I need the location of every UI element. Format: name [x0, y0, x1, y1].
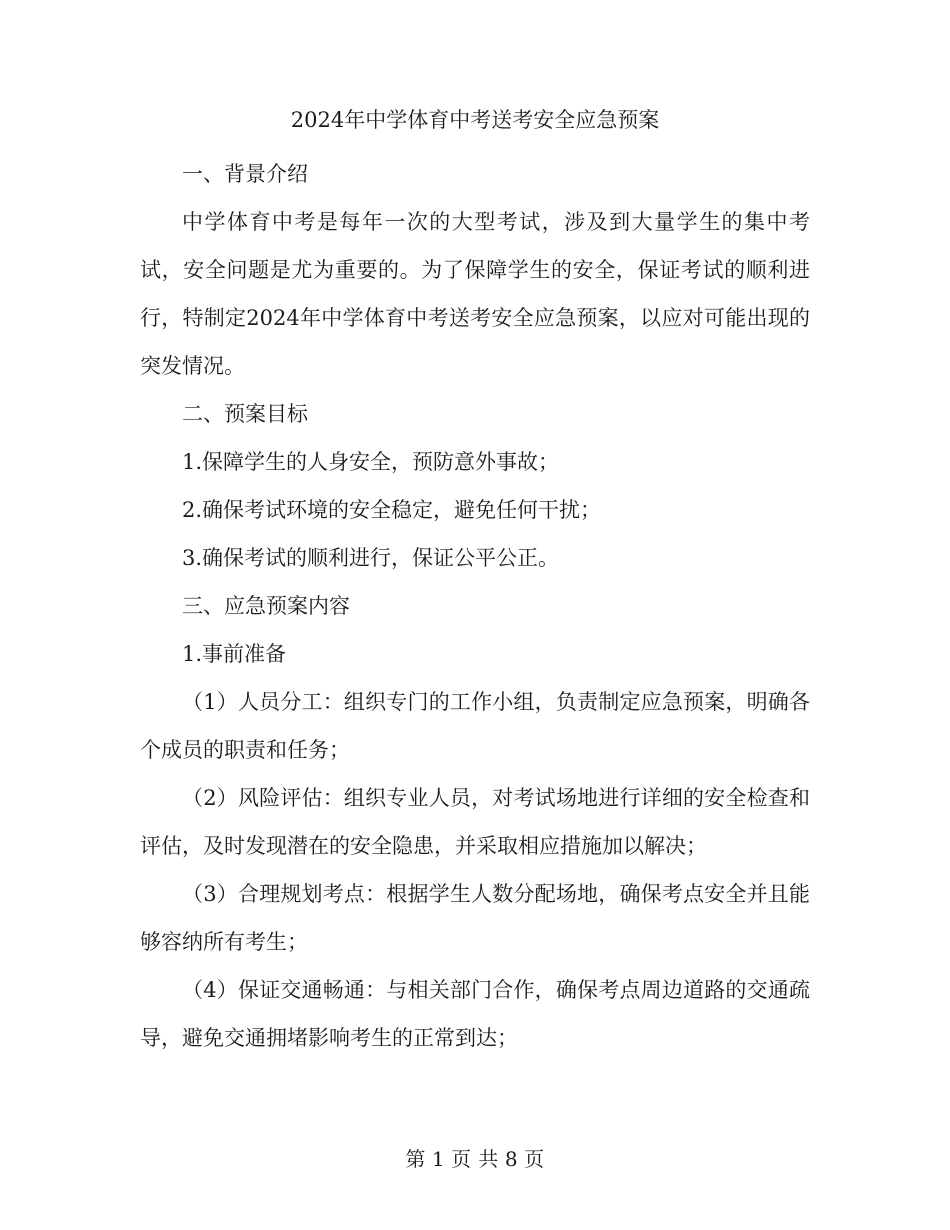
subsection-heading-preparation: 1.事前准备 — [182, 642, 287, 666]
page-label-mid: 页 共 — [451, 1147, 499, 1171]
preparation-item-1: （1）人员分工：组织专门的工作小组，负责制定应急预案，明确各个成员的职责和任务； — [140, 690, 810, 762]
section-heading-plan-content: 三、应急预案内容 — [182, 594, 350, 618]
current-page-number: 1 — [431, 1147, 446, 1171]
document-body — [140, 104, 810, 1062]
objective-item-2: 2.确保考试环境的安全稳定，避免任何干扰； — [182, 498, 602, 522]
objective-item-3: 3.确保考试的顺利进行，保证公平公正。 — [182, 546, 560, 570]
objective-item-1: 1.保障学生的人身安全，预防意外事故； — [182, 450, 560, 474]
background-paragraph: 中学体育中考是每年一次的大型考试，涉及到大量学生的集中考试，安全问题是尤为重要的。为了保障学生的安全，保证考试的顺利进行，特制定2024年中学体育中考送考安全应急预案，以应对可能出现的突发情况。 — [140, 210, 810, 378]
preparation-item-4: （4）保证交通畅通：与相关部门合作，确保考点周边道路的交通疏导，避免交通拥堵影响考生的正常到达； — [140, 978, 810, 1050]
section-heading-background: 一、背景介绍 — [182, 162, 308, 186]
total-pages-number: 8 — [504, 1147, 519, 1171]
page-label-prefix: 第 — [405, 1147, 426, 1171]
page-footer — [0, 1145, 950, 1173]
preparation-item-2: （2）风险评估：组织专业人员，对考试场地进行详细的安全检查和评估，及时发现潜在的安全隐患，并采取相应措施加以解决； — [140, 786, 810, 858]
document-title: 2024年中学体育中考送考安全应急预案 — [290, 108, 660, 132]
section-heading-objectives: 二、预案目标 — [182, 402, 308, 426]
page-label-suffix: 页 — [524, 1147, 545, 1171]
preparation-item-3: （3）合理规划考点：根据学生人数分配场地，确保考点安全并且能够容纳所有考生； — [140, 882, 810, 954]
